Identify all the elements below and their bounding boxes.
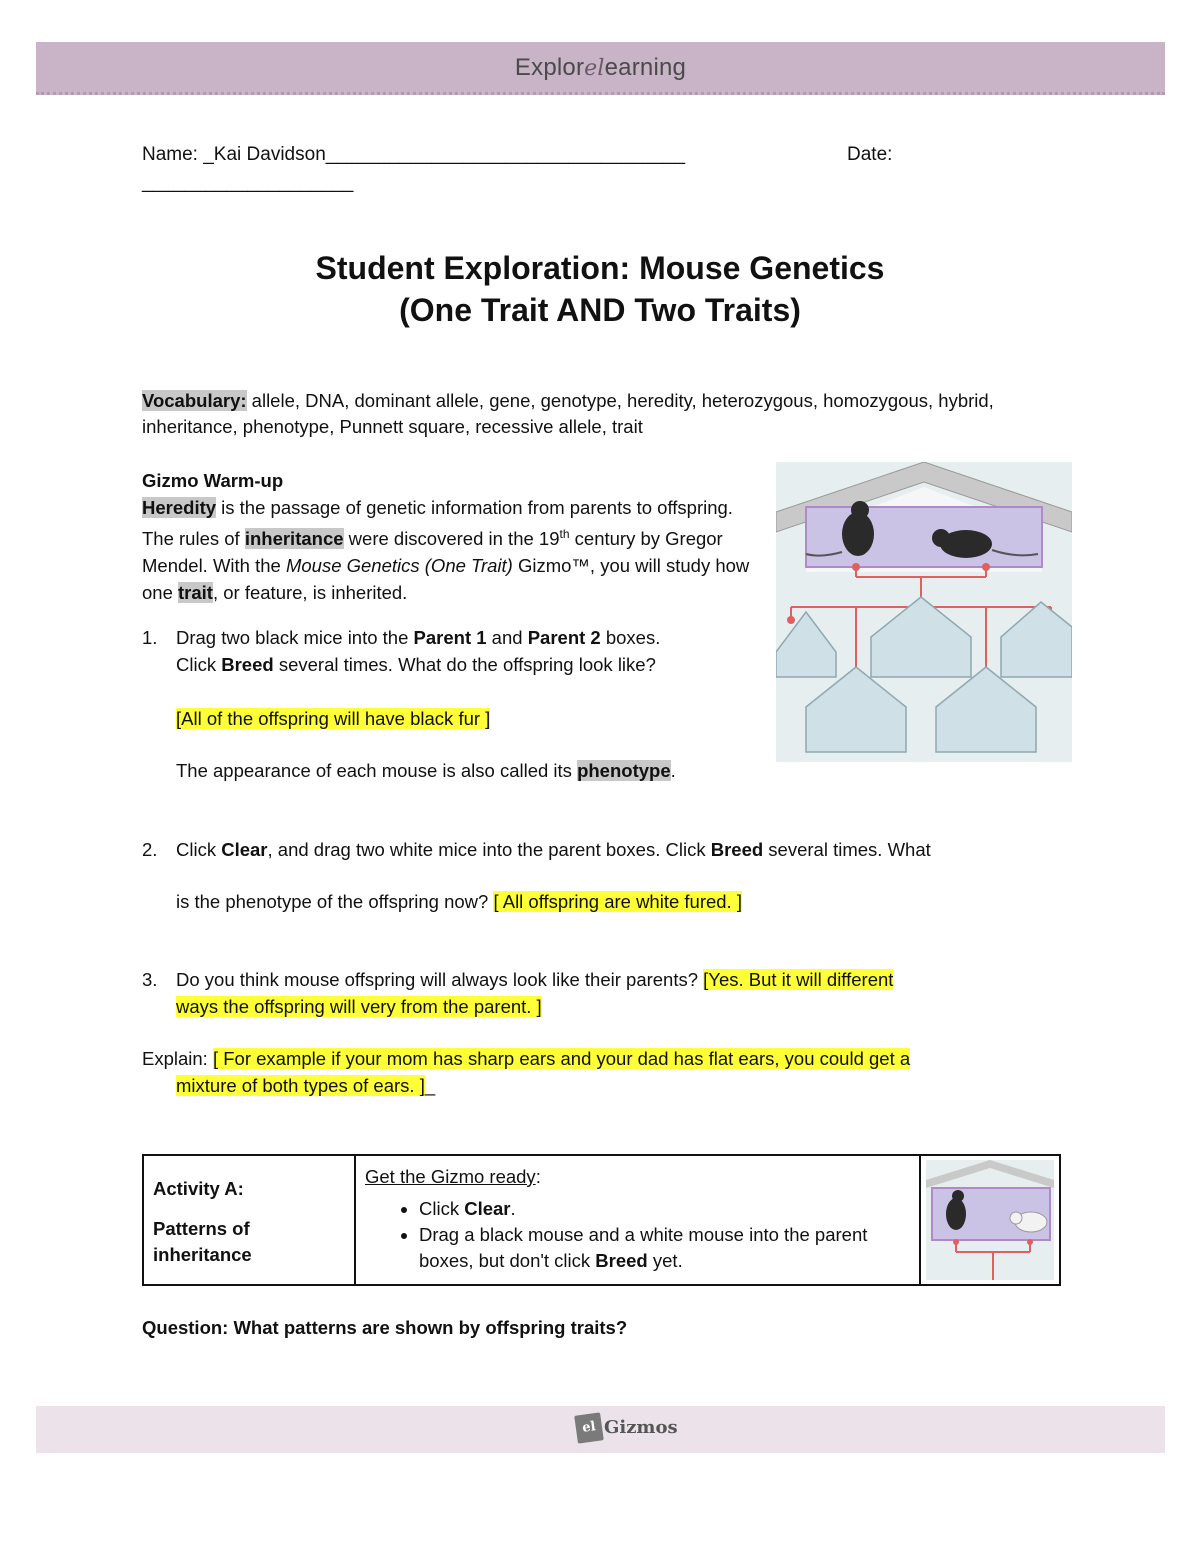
explain-line2 bbox=[176, 1072, 435, 1099]
q1-text-a: Drag two black mice into the bbox=[176, 627, 414, 648]
term-trait: trait bbox=[178, 582, 213, 604]
warmup-sup: th bbox=[559, 527, 570, 541]
bullet2-end: yet. bbox=[647, 1250, 683, 1271]
q1-text-a3: boxes. bbox=[600, 627, 661, 648]
q2-text-a: Click bbox=[176, 839, 222, 860]
bullet2-text: Drag a black mouse and a white mouse into the parent boxes, but don't click bbox=[419, 1224, 868, 1271]
q1-answer-text[interactable]: [All of the offspring will have black fur ] bbox=[176, 708, 491, 729]
ready-item-clear bbox=[419, 1196, 919, 1222]
q2-text-a3: several times. What bbox=[763, 839, 931, 860]
vocabulary-label: Vocabulary: bbox=[142, 390, 247, 411]
black-mouse-icon bbox=[946, 1198, 966, 1230]
q1-note bbox=[176, 757, 676, 784]
activity-table bbox=[142, 1154, 1061, 1286]
warmup-text-a: is the passage of genetic information from parents to offspring. The rules of bbox=[142, 497, 733, 550]
q1-note-end: . bbox=[670, 760, 676, 781]
q2-line2 bbox=[176, 888, 742, 915]
bullet1-text: Click bbox=[419, 1198, 465, 1219]
bullet2-breed: Breed bbox=[595, 1250, 648, 1271]
warmup-heading: Gizmo Warm-up bbox=[142, 470, 284, 491]
term-heredity: Heredity bbox=[142, 497, 217, 518]
q2-text bbox=[176, 836, 1076, 863]
activity-label: Activity A: bbox=[153, 1178, 244, 1199]
brand-mark: el bbox=[584, 56, 605, 81]
gizmo-screenshot-image bbox=[776, 462, 1072, 762]
activity-name-line2: inheritance bbox=[153, 1244, 252, 1265]
q2-answer-text[interactable]: [ All offspring are white fured. ] bbox=[493, 891, 742, 912]
q1-breed: Breed bbox=[221, 654, 274, 675]
explain-line1 bbox=[142, 1045, 1062, 1072]
q1-answer[interactable] bbox=[176, 705, 490, 732]
ready-list bbox=[365, 1196, 919, 1274]
q3-number: 3. bbox=[142, 969, 158, 990]
q2-text-a2: , and drag two white mice into the parent boxes. Click bbox=[267, 839, 711, 860]
warmup-text-e: , or feature, is inherited. bbox=[212, 582, 408, 604]
ready-heading-text: Get the Gizmo ready bbox=[365, 1166, 536, 1187]
gizmo-name: Mouse Genetics (One Trait) bbox=[285, 555, 513, 577]
bullet1-end: . bbox=[510, 1198, 516, 1219]
q1-text-a2: and bbox=[486, 627, 528, 648]
gizmos-logo-mark-icon: el bbox=[574, 1412, 604, 1443]
footer-band bbox=[36, 1406, 1165, 1453]
term-inheritance: inheritance bbox=[244, 528, 344, 550]
warmup-paragraph bbox=[142, 494, 762, 606]
q3-text-a: Do you think mouse offspring will always look like their parents? bbox=[176, 969, 704, 990]
name-field[interactable]: Name: _Kai Davidson__________________________________ bbox=[142, 144, 686, 165]
q1-parent2: Parent 2 bbox=[527, 627, 601, 648]
date-label: Date: bbox=[847, 144, 893, 165]
warmup-text-c: century by Gregor Mendel. With the bbox=[142, 528, 723, 577]
activity-instructions-cell bbox=[355, 1155, 920, 1285]
activity-image-cell bbox=[920, 1155, 1060, 1285]
q1-text bbox=[176, 624, 756, 678]
q1-text-a5: several times. What do the offspring look like? bbox=[273, 654, 656, 675]
activity-name-line1: Patterns of bbox=[153, 1218, 250, 1239]
q3-answer-line1[interactable]: [Yes. But it will different bbox=[703, 969, 894, 990]
ready-heading bbox=[365, 1164, 919, 1190]
explorelearning-logo bbox=[36, 54, 1165, 82]
explain-answer-line2[interactable]: mixture of both types of ears. ] bbox=[176, 1075, 425, 1096]
page-title: Student Exploration: Mouse Genetics bbox=[315, 250, 885, 286]
q2-text-a4: is the phenotype of the offspring now? bbox=[176, 891, 494, 912]
explain-label: Explain: bbox=[142, 1048, 213, 1069]
warmup-text-d: Gizmo™, you will study how one bbox=[142, 555, 750, 604]
explain-tail: _ bbox=[424, 1075, 436, 1096]
warmup-section bbox=[142, 467, 762, 606]
q3-text bbox=[176, 966, 1076, 1020]
term-phenotype: phenotype bbox=[577, 760, 671, 781]
vocabulary-terms: allele, DNA, dominant allele, gene, genotype, heredity, heterozygous, homozygous, hybrid, inheritance, phenotype, Punnett square, recessive allele, trait bbox=[142, 390, 994, 437]
q3-answer-line2[interactable]: ways the offspring will very from the parent. ] bbox=[176, 996, 542, 1017]
header-band bbox=[36, 42, 1165, 95]
q2-number: 2. bbox=[142, 839, 158, 860]
ready-heading-colon: : bbox=[535, 1166, 541, 1187]
q1-parent1: Parent 1 bbox=[413, 627, 487, 648]
bullet1-clear: Clear bbox=[464, 1198, 511, 1219]
brand-suffix: earning bbox=[604, 54, 687, 81]
page-subtitle: (One Trait AND Two Traits) bbox=[399, 292, 801, 328]
explain-answer-line1[interactable]: [ For example if your mom has sharp ears and your dad has flat ears, you could get a bbox=[212, 1048, 911, 1069]
ready-item-drag bbox=[419, 1222, 919, 1274]
gizmos-logo bbox=[576, 1414, 678, 1442]
q2-breed: Breed bbox=[710, 839, 764, 860]
q1-note-text: The appearance of each mouse is also called its bbox=[176, 760, 578, 781]
date-field[interactable]: ____________________ bbox=[142, 172, 354, 193]
q1-number: 1. bbox=[142, 627, 158, 648]
q2-clear: Clear bbox=[221, 839, 268, 860]
brand-prefix: Explor bbox=[514, 54, 585, 81]
vocabulary-section bbox=[142, 388, 1042, 440]
gizmo-thumbnail-image bbox=[926, 1160, 1054, 1280]
warmup-text-b: were discovered in the 19 bbox=[343, 528, 560, 550]
q1-text-a4: Click bbox=[176, 654, 222, 675]
gizmos-logo-text: Gizmos bbox=[604, 1417, 678, 1438]
activity-question: Question: What patterns are shown by offspring traits? bbox=[142, 1317, 628, 1338]
activity-label-cell bbox=[143, 1155, 355, 1285]
